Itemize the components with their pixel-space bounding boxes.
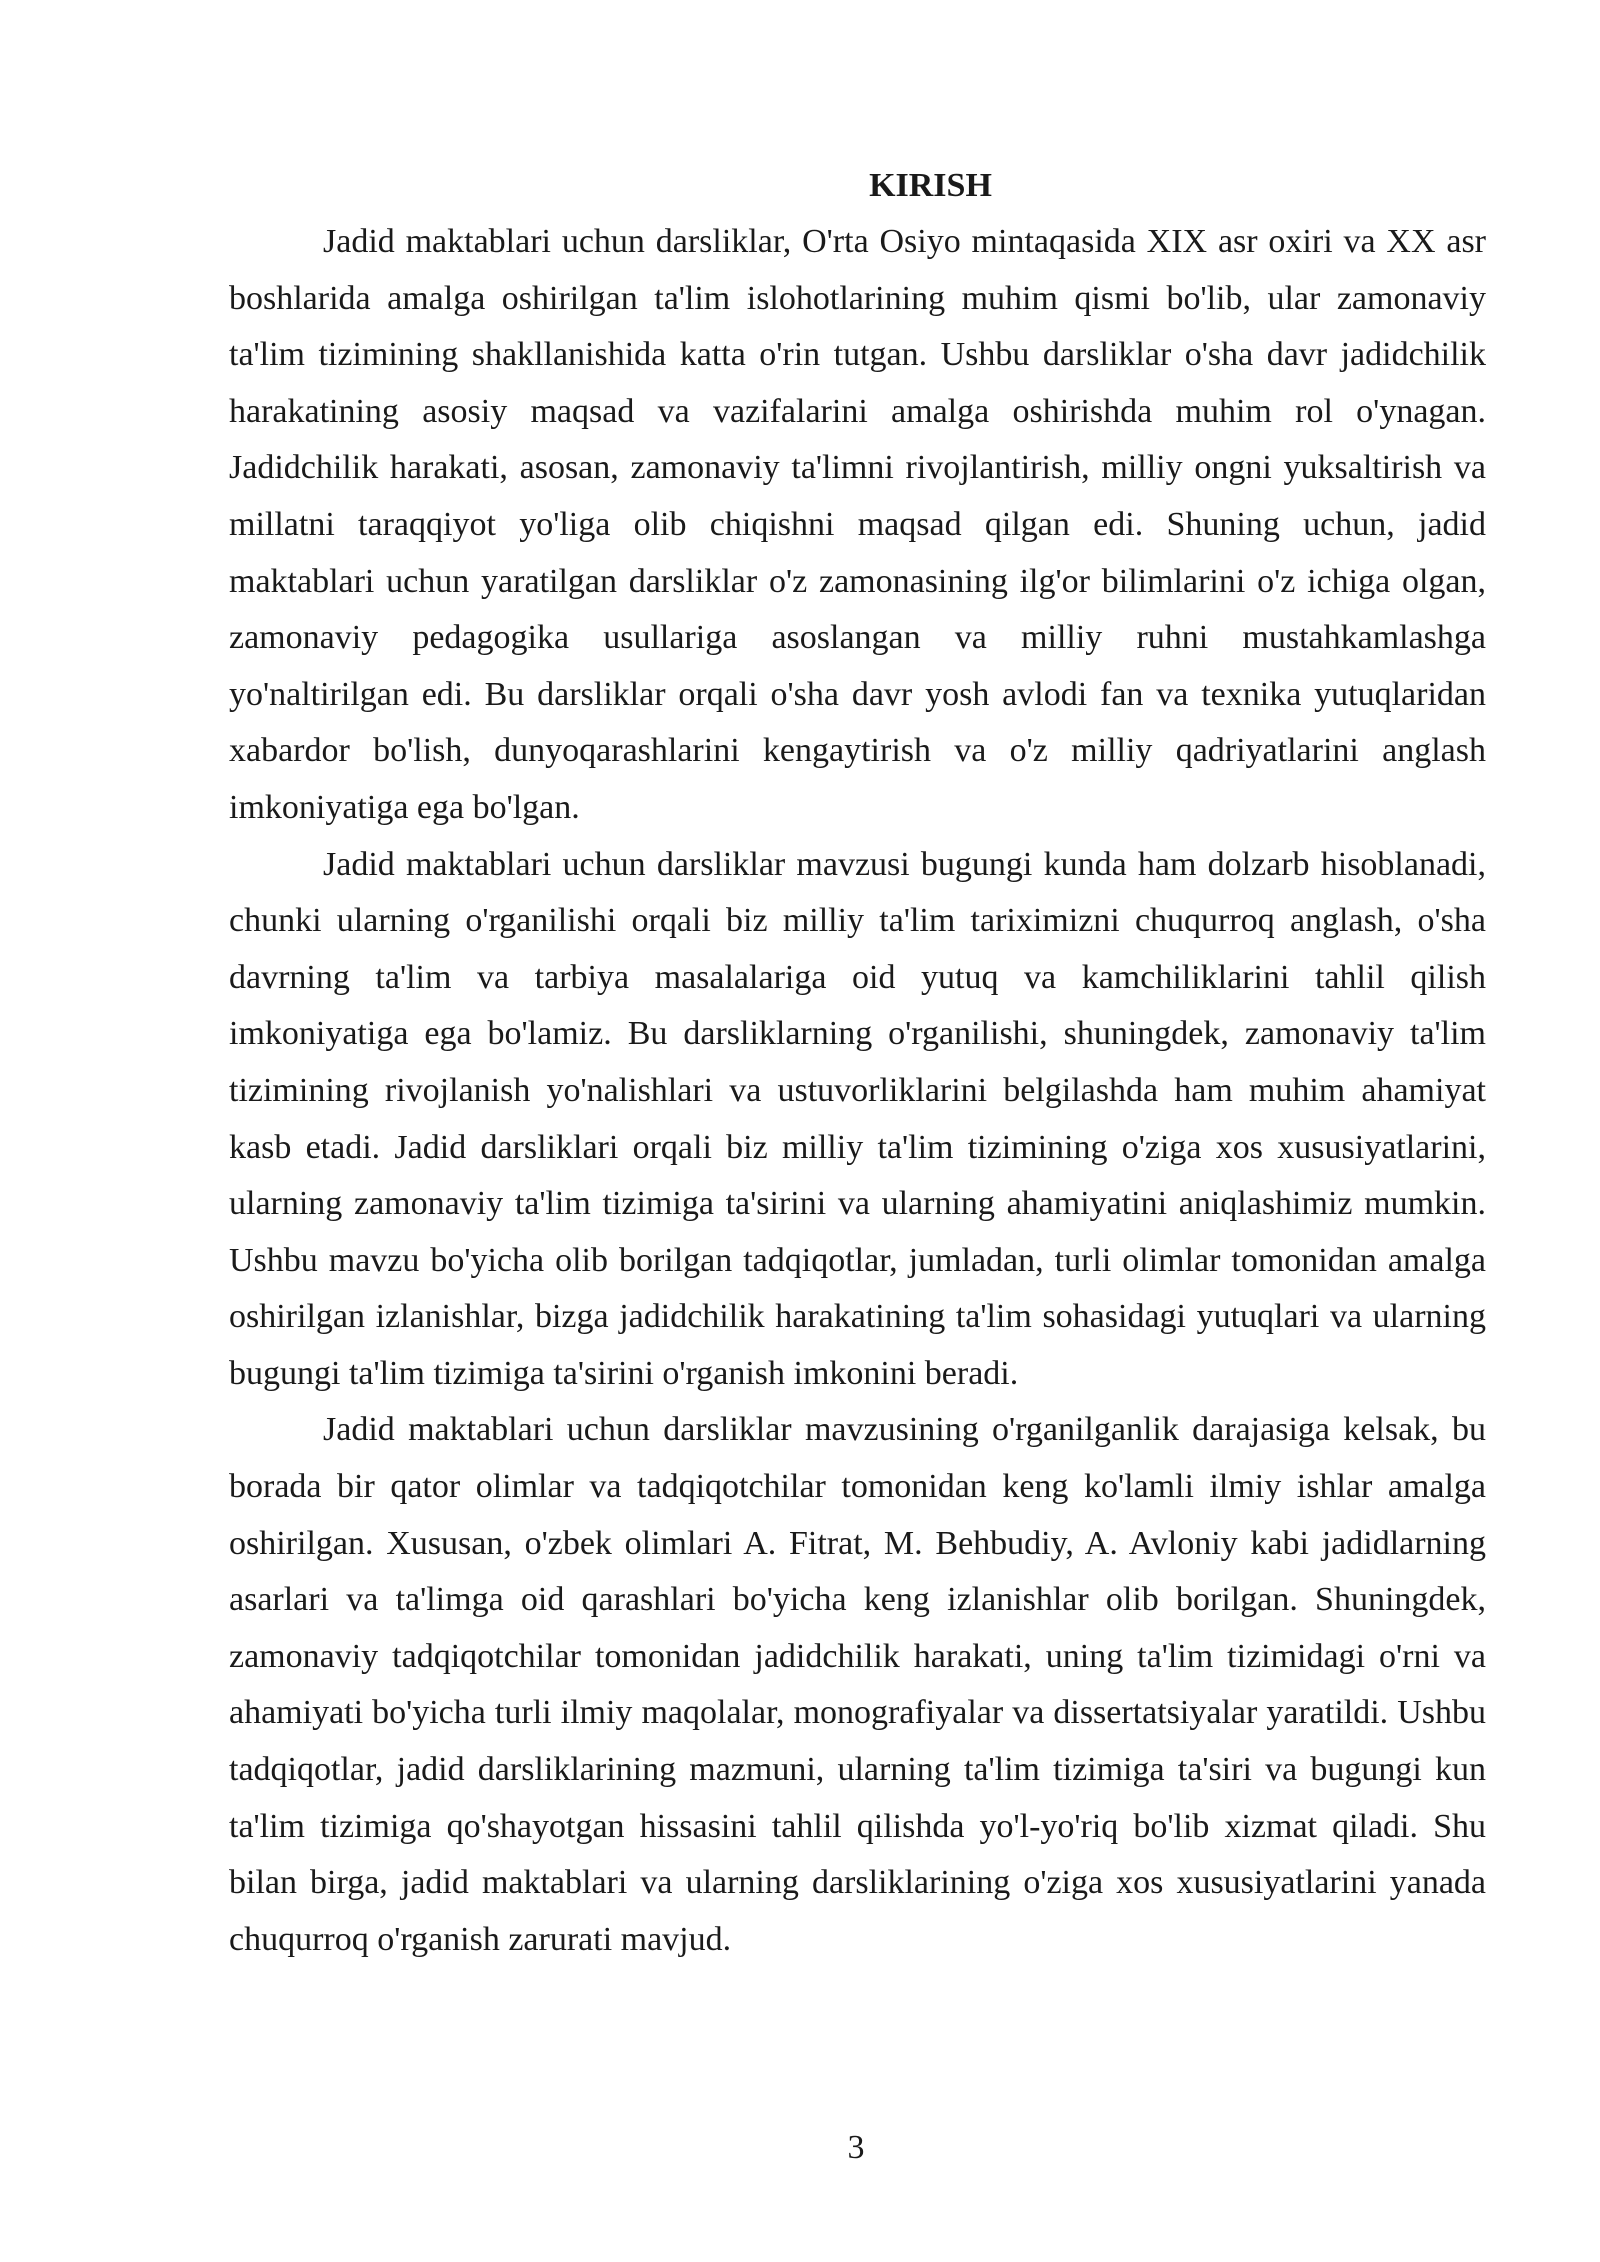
paragraph-3: Jadid maktablari uchun darsliklar mavzusining o'rganilganlik darajasiga kelsak, bu borada bir qator olimlar va tadqiqotchilar tomonidan keng ko'lamli ilmiy ishlar amalga oshirilgan. Xususan, o'zbek olimlari A. Fitrat, M. Behbudiy, A. Avloniy kabi jadidlarning asarlari va ta'limga oid qarashlari bo'yicha keng izlanishlar olib borilgan. Shuningdek, zamonaviy tadqiqotchilar tomonidan jadidchilik harakati, uning ta'lim tizimidagi o'rni va ahamiyati bo'yicha turli ilmiy maqolalar, monografiyalar va dissertatsiyalar yaratildi. Ushbu tadqiqotlar, jadid darsliklarining mazmuni, ularning ta'lim tizimiga ta'siri va bugungi kun ta'lim tizimiga qo'shayotgan hissasini tahlil qilishda yo'l-yo'riq bo'lib xizmat qiladi. Shu bilan birga, jadid maktablari va ularning darsliklarining o'ziga xos xususiyatlarini yanada chuqurroq o'rganish zarurati mavjud.: [229, 1411, 1486, 1958]
page-number: 3: [847, 2129, 865, 2166]
page-title: KIRISH: [869, 167, 992, 204]
paragraph-1: Jadid maktablari uchun darsliklar, O'rta Osiyo mintaqasida XIX asr oxiri va XX asr boshlarida amalga oshirilgan ta'lim islohotlarining muhim qismi bo'lib, ular zamonaviy ta'lim tizimining shakllanishida katta o'rin tutgan. Ushbu darsliklar o'sha davr jadidchilik harakatining asosiy maqsad va vazifalarini amalga oshirishda muhim rol o'ynagan. Jadidchilik harakati, asosan, zamonaviy ta'limni rivojlantirish, milliy ongni yuksaltirish va millatni taraqqiyot yo'liga olib chiqishni maqsad qilgan edi. Shuning uchun, jadid maktablari uchun yaratilgan darsliklar o'z zamonasining ilg'or bilimlarini o'z ichiga olgan, zamonaviy pedagogika usullariga asoslangan va milliy ruhni mustahkamlashga yo'naltirilgan edi. Bu darsliklar orqali o'sha davr yosh avlodi fan va texnika yutuqlaridan xabardor bo'lish, dunyoqarashlarini kengaytirish va o'z milliy qadriyatlarini anglash imkoniyatiga ega bo'lgan.: [229, 223, 1486, 826]
paragraph-2: Jadid maktablari uchun darsliklar mavzusi bugungi kunda ham dolzarb hisoblanadi, chunki ularning o'rganilishi orqali biz milliy ta'lim tariximizni chuqurroq anglash, o'sha davrning ta'lim va tarbiya masalalariga oid yutuq va kamchiliklarini tahlil qilish imkoniyatiga ega bo'lamiz. Bu darsliklarning o'rganilishi, shuningdek, zamonaviy ta'lim tizimining rivojlanish yo'nalishlari va ustuvorliklarini belgilashda ham muhim ahamiyat kasb etadi. Jadid darsliklari orqali biz milliy ta'lim tizimining o'ziga xos xususiyatlarini, ularning zamonaviy ta'lim tizimiga ta'sirini va ularning ahamiyatini aniqlashimiz mumkin. Ushbu mavzu bo'yicha olib borilgan tadqiqotlar, jumladan, turli olimlar tomonidan amalga oshirilgan izlanishlar, bizga jadidchilik harakatining ta'lim sohasidagi yutuqlari va ularning bugungi ta'lim tizimiga ta'sirini o'rganish imkonini beradi.: [229, 845, 1486, 1392]
document-page: [229, 158, 1486, 1968]
